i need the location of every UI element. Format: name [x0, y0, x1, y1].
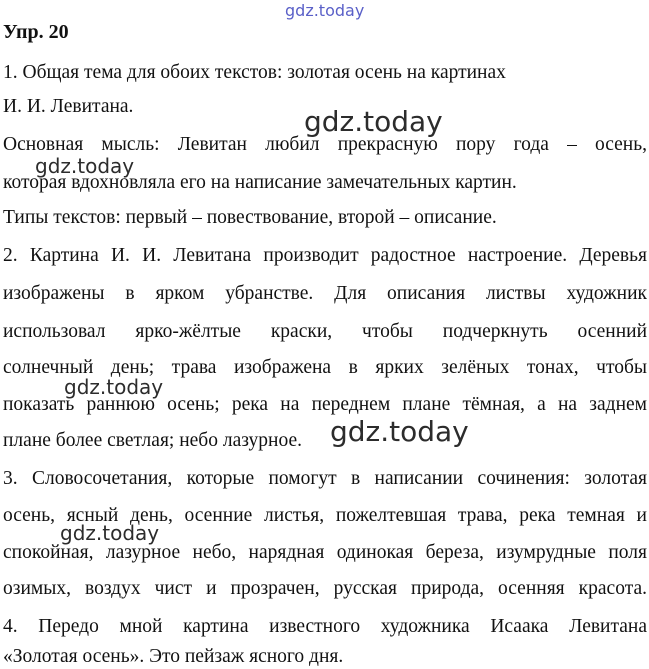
- exercise-title: Упр. 20: [3, 21, 69, 43]
- text-line: И. И. Левитана.: [3, 96, 134, 117]
- text-line: солнечный день; трава изображена в ярких зелёных тонах, чтобы: [3, 357, 647, 378]
- text-line: 1. Общая тема для обоих текстов: золотая осень на картинах: [3, 62, 506, 83]
- text-line: Типы текстов: первый – повествование, второй – описание.: [3, 207, 497, 228]
- text-line: изображены в ярком убранстве. Для описания листвы художник: [3, 283, 647, 304]
- text-line: использовал ярко-жёлтые краски, чтобы подчеркнуть осенний: [3, 321, 647, 342]
- text-line: озимых, воздух чист и прозрачен, русская природа, осенняя красота.: [3, 578, 647, 599]
- text-line: 2. Картина И. И. Левитана производит радостное настроение. Деревья: [3, 245, 647, 266]
- text-line: 4. Передо мной картина известного художника Исаака Левитана: [3, 616, 647, 637]
- watermark: gdz.today: [60, 521, 160, 545]
- text-line: 3. Словосочетания, которые помогут в написании сочинения: золотая: [3, 468, 647, 489]
- watermark: gdz.today: [35, 154, 135, 178]
- text-line: «Золотая осень». Это пейзаж ясного дня.: [3, 646, 344, 667]
- text-line: осень, ясный день, осенние листья, пожелтевшая трава, река темная и: [3, 505, 647, 526]
- text-line: которая вдохновляла его на написание замечательных картин.: [3, 172, 517, 193]
- watermark: gdz.today: [330, 415, 469, 448]
- text-line: спокойная, лазурное небо, нарядная одинокая береза, изумрудные поля: [3, 542, 647, 563]
- watermark: gdz.today: [304, 105, 443, 138]
- watermark: gdz.today: [64, 375, 164, 399]
- text-line: плане более светлая; небо лазурное.: [3, 430, 302, 451]
- text-line: показать раннюю осень; река на переднем плане тёмная, а на заднем: [3, 394, 647, 415]
- text-line: Основная мысль: Левитан любил прекрасную пору года – осень,: [3, 134, 647, 155]
- watermark: gdz.today: [285, 1, 365, 20]
